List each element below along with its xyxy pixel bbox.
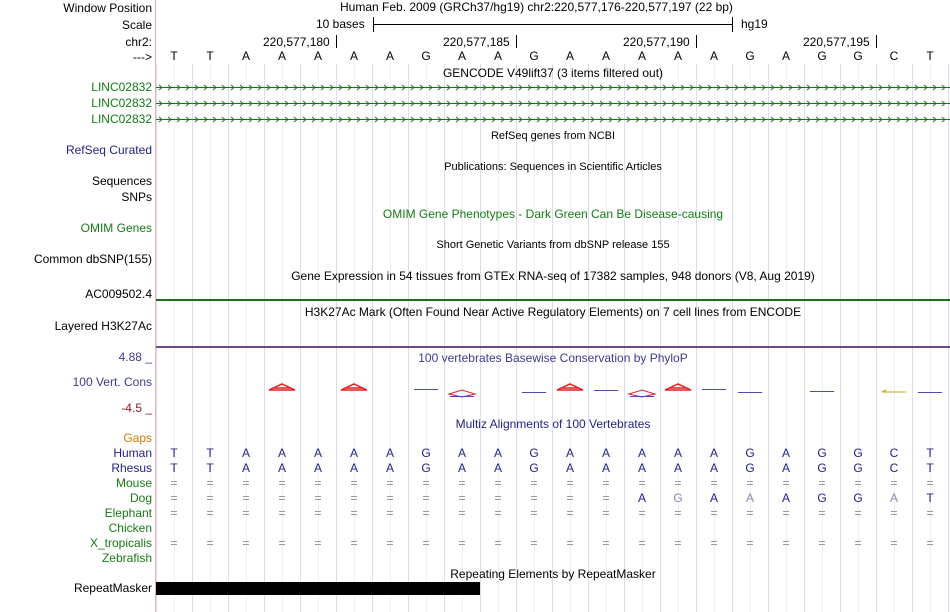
alignment-gap-marker: = [710,476,718,490]
alignment-base: T [926,491,934,505]
alignment-gap-marker: = [494,476,502,490]
alignment-base: A [889,491,898,505]
alignment-gap-marker: = [782,536,790,550]
alignment-gap-marker: = [422,476,430,490]
alignment-gap-marker: = [206,491,214,505]
alignment-base: A [349,446,358,460]
alignment-gap-marker: = [350,536,358,550]
strand-label: ---> [133,50,152,64]
gencode-item-label[interactable]: LINC02832 [91,112,152,126]
alignment-base: A [349,461,358,475]
alignment-gap-marker: = [206,476,214,490]
alignment-gap-marker: = [746,536,754,550]
alignment-base: G [853,491,863,505]
alignment-gap-marker: = [170,506,178,520]
alignment-base: G [745,461,755,475]
alignment-gap-marker: = [602,506,610,520]
repeatmasker-element-block [156,582,480,595]
alignment-gap-marker: = [926,476,934,490]
alignment-base: A [781,491,790,505]
alignment-base: A [673,461,682,475]
alignment-gap-marker: = [638,506,646,520]
alignment-gap-marker: = [890,506,898,520]
alignment-gap-marker: = [566,536,574,550]
alignment-gap-marker: = [710,506,718,520]
alignment-gap-marker: = [782,506,790,520]
alignment-base: A [709,446,718,460]
alignment-gap-marker: = [890,476,898,490]
species-label[interactable]: X_tropicalis [89,536,152,550]
alignment-base: A [709,491,718,505]
alignment-gap-marker: = [386,491,394,505]
alignment-base: G [421,446,431,460]
alignment-base: C [889,461,899,475]
base-letter: A [457,49,466,63]
alignment-gap-marker: = [638,536,646,550]
alignment-base: A [313,446,322,460]
species-label[interactable]: Human [113,446,152,460]
alignment-gap-marker: = [818,536,826,550]
alignment-base: C [889,446,899,460]
base-letter: G [421,49,431,63]
alignment-base: G [853,461,863,475]
alignment-base: A [241,446,250,460]
alignment-gap-marker: = [602,491,610,505]
alignment-base: A [673,446,682,460]
base-letter: A [313,49,322,63]
alignment-base: A [493,446,502,460]
alignment-gap-marker: = [242,476,250,490]
alignment-base: A [745,491,754,505]
alignment-base: A [457,446,466,460]
alignment-base: G [745,446,755,460]
alignment-gap-marker: = [746,476,754,490]
species-label[interactable]: Dog [129,491,152,505]
species-label[interactable]: Chicken [108,521,152,535]
gencode-item-label[interactable]: LINC02832 [91,80,152,94]
alignment-base: A [277,446,286,460]
snps-track-label[interactable]: SNPs [121,190,152,204]
alignment-gap-marker: = [170,491,178,505]
alignment-gap-marker: = [890,536,898,550]
alignment-gap-marker: = [566,476,574,490]
base-letter: A [637,49,646,63]
alignment-gap-marker: = [566,506,574,520]
alignment-gap-marker: = [494,506,502,520]
alignment-gap-marker: = [674,536,682,550]
assembly-short-label: hg19 [741,17,768,31]
alignment-gap-marker: = [818,476,826,490]
alignment-gap-marker: = [170,476,178,490]
base-letter: A [565,49,574,63]
alignment-gap-marker: = [278,536,286,550]
ruler-coord: 220,577,195 [803,35,870,49]
gtex-track-title: Gene Expression in 54 tissues from GTEx RNA-seq of 17382 samples, 948 donors (V8, Aug 2019) [291,269,815,283]
alignment-base: A [637,461,646,475]
alignment-gap-marker: = [422,536,430,550]
alignment-gap-marker: = [782,476,790,490]
alignment-gap-marker: = [530,506,538,520]
h3k27ac-track-title: H3K27Ac Mark (Often Found Near Active Regulatory Elements) on 7 cell lines from ENCODE [304,305,802,319]
alignment-base: T [926,446,934,460]
multiz-track-title: Multiz Alignments of 100 Vertebrates [455,417,651,431]
alignment-gap-marker: = [494,536,502,550]
alignment-gap-marker: = [530,476,538,490]
alignment-base: T [926,461,934,475]
alignment-base: A [385,446,394,460]
species-label[interactable]: Rhesus [111,461,152,475]
conservation-min-label: -4.5 _ [121,401,152,415]
alignment-gap-marker: = [494,491,502,505]
alignment-gap-marker: = [278,491,286,505]
conservation-track-title: 100 vertebrates Basewise Conservation by PhyloP [418,351,688,365]
h3k27ac-track-label[interactable]: Layered H3K27Ac [54,319,152,333]
base-letter: A [673,49,682,63]
assembly-position-text: Human Feb. 2009 (GRCh37/hg19) chr2:220,577,176-220,577,197 (22 bp) [340,0,733,14]
alignment-gap-marker: = [566,491,574,505]
alignment-gap-marker: = [350,476,358,490]
ruler-coord: 220,577,190 [623,35,690,49]
base-letter: A [349,49,358,63]
dbsnp-track-label[interactable]: Common dbSNP(155) [33,252,152,266]
alignment-gap-marker: = [314,476,322,490]
alignment-gap-marker: = [170,536,178,550]
scale-bar-text: 10 bases [316,17,365,31]
alignment-gap-marker: = [854,506,862,520]
sequences-track-label[interactable]: Sequences [91,174,152,188]
alignment-base: G [817,461,827,475]
base-letter: A [709,49,718,63]
species-label[interactable]: Zebrafish [101,551,152,565]
alignment-gap-marker: = [530,536,538,550]
alignment-gap-marker: = [422,506,430,520]
alignment-base: T [170,461,178,475]
conservation-max-label: 4.88 _ [118,350,152,364]
alignment-gap-marker: = [710,536,718,550]
base-letter: G [817,49,827,63]
alignment-gap-marker: = [926,506,934,520]
alignment-gap-marker: = [386,476,394,490]
scale-label: Scale [121,18,152,32]
alignment-base: A [313,461,322,475]
alignment-gap-marker: = [854,536,862,550]
h3k27ac-signal-line [156,346,950,348]
alignment-base: T [170,446,178,460]
refseq-track-label[interactable]: RefSeq Curated [65,143,152,157]
alignment-base: G [529,461,539,475]
omim-track-label[interactable]: OMIM Genes [80,221,152,235]
base-letter: T [206,49,214,63]
base-letter: G [529,49,539,63]
alignment-base: A [241,461,250,475]
alignment-base: A [457,461,466,475]
species-label[interactable]: Mouse [115,476,152,490]
base-letter: G [853,49,863,63]
gtex-expression-bar [156,299,950,301]
omim-track-title: OMIM Gene Phenotypes - Dark Green Can Be Disease-causing [382,207,724,221]
alignment-gap-marker: = [206,536,214,550]
alignment-gap-marker: = [530,491,538,505]
alignment-gap-marker: = [386,506,394,520]
alignment-gap-marker: = [242,536,250,550]
alignment-gap-marker: = [242,491,250,505]
alignment-base: A [277,461,286,475]
alignment-gap-marker: = [458,491,466,505]
alignment-gap-marker: = [602,476,610,490]
alignment-gap-marker: = [458,536,466,550]
gencode-track-title: GENCODE V49lift37 (3 items filtered out) [442,66,664,80]
alignment-gap-marker: = [422,491,430,505]
alignment-gap-marker: = [854,476,862,490]
gencode-item-label[interactable]: LINC02832 [91,96,152,110]
base-letter: T [170,49,178,63]
alignment-gap-marker: = [926,536,934,550]
gaps-label[interactable]: Gaps [123,431,152,445]
alignment-base: A [781,461,790,475]
alignment-gap-marker: = [206,506,214,520]
base-letter: A [781,49,790,63]
alignment-gap-marker: = [458,506,466,520]
gtex-item-label[interactable]: AC009502.4 [85,287,152,301]
alignment-base: T [206,446,214,460]
species-label[interactable]: Elephant [104,506,152,520]
alignment-base: G [673,491,683,505]
alignment-gap-marker: = [278,506,286,520]
alignment-gap-marker: = [746,506,754,520]
refseq-track-title: RefSeq genes from NCBI [490,130,616,142]
alignment-base: A [781,446,790,460]
alignment-base: G [529,446,539,460]
chrom-label: chr2: [125,35,152,49]
alignment-base: T [206,461,214,475]
alignment-base: A [637,446,646,460]
repeatmasker-track-label[interactable]: RepeatMasker [73,581,152,595]
alignment-gap-marker: = [350,506,358,520]
repeatmasker-track-title: Repeating Elements by RepeatMasker [450,567,656,581]
alignment-gap-marker: = [314,536,322,550]
alignment-gap-marker: = [638,476,646,490]
publications-track-title: Publications: Sequences in Scientific Articles [444,161,662,173]
alignment-base: A [637,491,646,505]
alignment-base: A [493,461,502,475]
alignment-gap-marker: = [386,536,394,550]
base-letter: G [745,49,755,63]
window-position-label: Window Position [63,1,152,15]
alignment-base: A [709,461,718,475]
ruler-coord: 220,577,185 [443,35,510,49]
dbsnp-track-title: Short Genetic Variants from dbSNP release 155 [436,239,670,251]
alignment-gap-marker: = [242,506,250,520]
conservation-track-label[interactable]: 100 Vert. Cons [72,375,152,389]
base-letter: C [889,49,899,63]
base-letter: A [601,49,610,63]
alignment-gap-marker: = [602,536,610,550]
alignment-gap-marker: = [458,476,466,490]
alignment-base: A [385,461,394,475]
alignment-gap-marker: = [674,476,682,490]
alignment-gap-marker: = [278,476,286,490]
alignment-gap-marker: = [674,506,682,520]
alignment-base: A [565,461,574,475]
alignment-base: A [601,461,610,475]
base-letter: A [241,49,250,63]
alignment-base: G [421,461,431,475]
alignment-base: G [853,446,863,460]
alignment-gap-marker: = [314,491,322,505]
base-letter: A [493,49,502,63]
alignment-gap-marker: = [314,506,322,520]
alignment-base: G [817,446,827,460]
base-letter: A [277,49,286,63]
alignment-base: G [817,491,827,505]
base-letter: A [385,49,394,63]
alignment-base: A [601,446,610,460]
alignment-gap-marker: = [350,491,358,505]
alignment-base: A [565,446,574,460]
alignment-gap-marker: = [818,506,826,520]
base-letter: T [926,49,934,63]
ruler-coord: 220,577,180 [263,35,330,49]
